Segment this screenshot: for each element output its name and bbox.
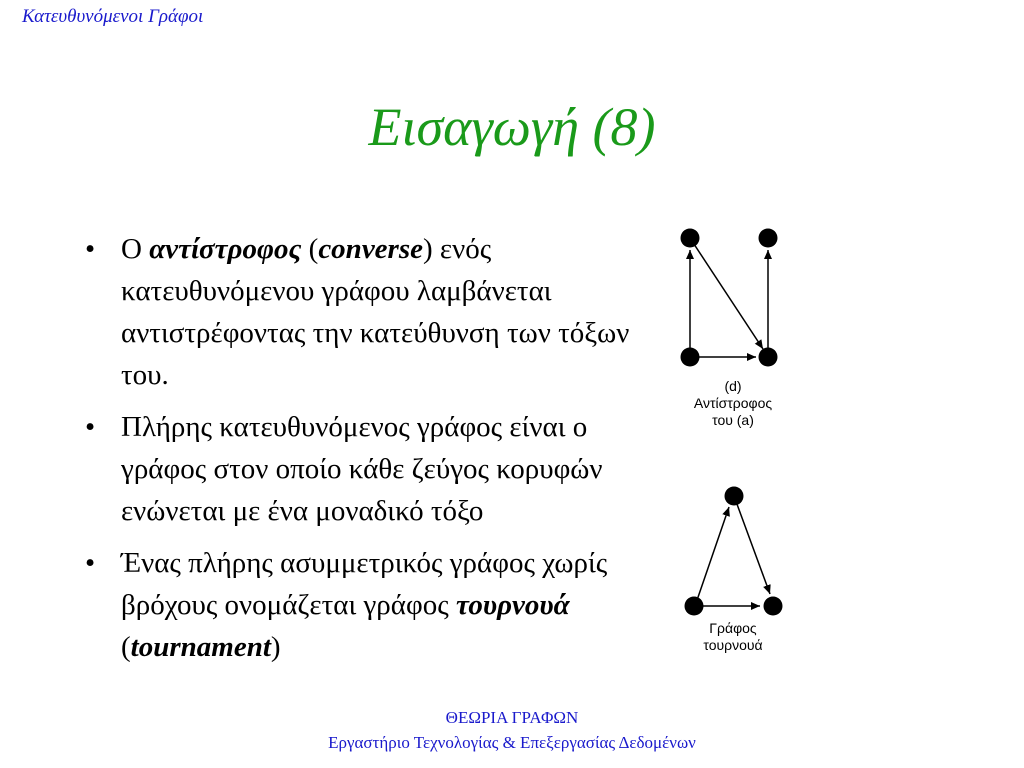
caption-line: του (a): [712, 412, 754, 428]
slide-title: Εισαγωγή (8): [368, 97, 656, 157]
bullet-term: tournament: [130, 631, 271, 663]
bullet-text: Πλήρης κατευθυνόμενος γράφος είναι ο γράφος στον οποίο κάθε ζεύγος κορυφών ενώνεται με ένα μοναδικό τόξο: [121, 411, 603, 527]
graph-vertex: [681, 229, 700, 248]
caption-line: Γράφος: [709, 620, 757, 636]
bullet-term: αντίστροφος: [149, 233, 302, 265]
converse-graph-caption: [670, 378, 796, 429]
bullet-dot-icon: •: [85, 547, 96, 579]
bullet-text: (: [301, 233, 319, 265]
bullet-text: ) ενός κατευθυνόμενου γράφου λαμβάνεται αντιστρέφοντας την κατεύθυνση των τόξων του.: [121, 233, 630, 391]
bullet-term: converse: [318, 233, 423, 265]
caption-line: τουρνουά: [703, 637, 763, 653]
graph-vertex: [759, 348, 778, 367]
bullet-dot-icon: •: [85, 411, 96, 443]
graph-vertex: [681, 348, 700, 367]
graph-arc: [695, 507, 729, 606]
graph-vertex: [764, 597, 783, 616]
caption-line: (d): [724, 378, 742, 394]
graph-arc: [690, 238, 763, 349]
graph-vertex: [685, 597, 704, 616]
graph-vertex: [725, 487, 744, 506]
slide-header: Κατευθυνόμενοι Γράφοι: [22, 6, 204, 27]
bullet-text: (: [121, 631, 131, 663]
bullet-dot-icon: •: [85, 233, 96, 265]
bullet-text: Ένας πλήρης ασυμμετρικός γράφος χωρίς βρόχους ονομάζεται γράφος: [121, 547, 608, 621]
tournament-graph-figure: [685, 487, 783, 616]
converse-graph-figure: [681, 229, 778, 367]
graph-vertex: [759, 229, 778, 248]
tournament-graph-caption: [680, 620, 786, 654]
bullet-term: τουρνουά: [455, 589, 570, 621]
footer-lab-name: Εργαστήριο Τεχνολογίας & Επεξεργασίας Δεδομένων: [328, 733, 696, 752]
footer-course-title: ΘΕΩΡΙΑ ΓΡΑΦΩΝ: [445, 708, 579, 727]
graph-arc: [734, 496, 770, 594]
bullet-text: Ο: [121, 233, 150, 265]
caption-line: Αντίστροφος: [693, 395, 773, 411]
bullet-text: ): [270, 631, 281, 663]
